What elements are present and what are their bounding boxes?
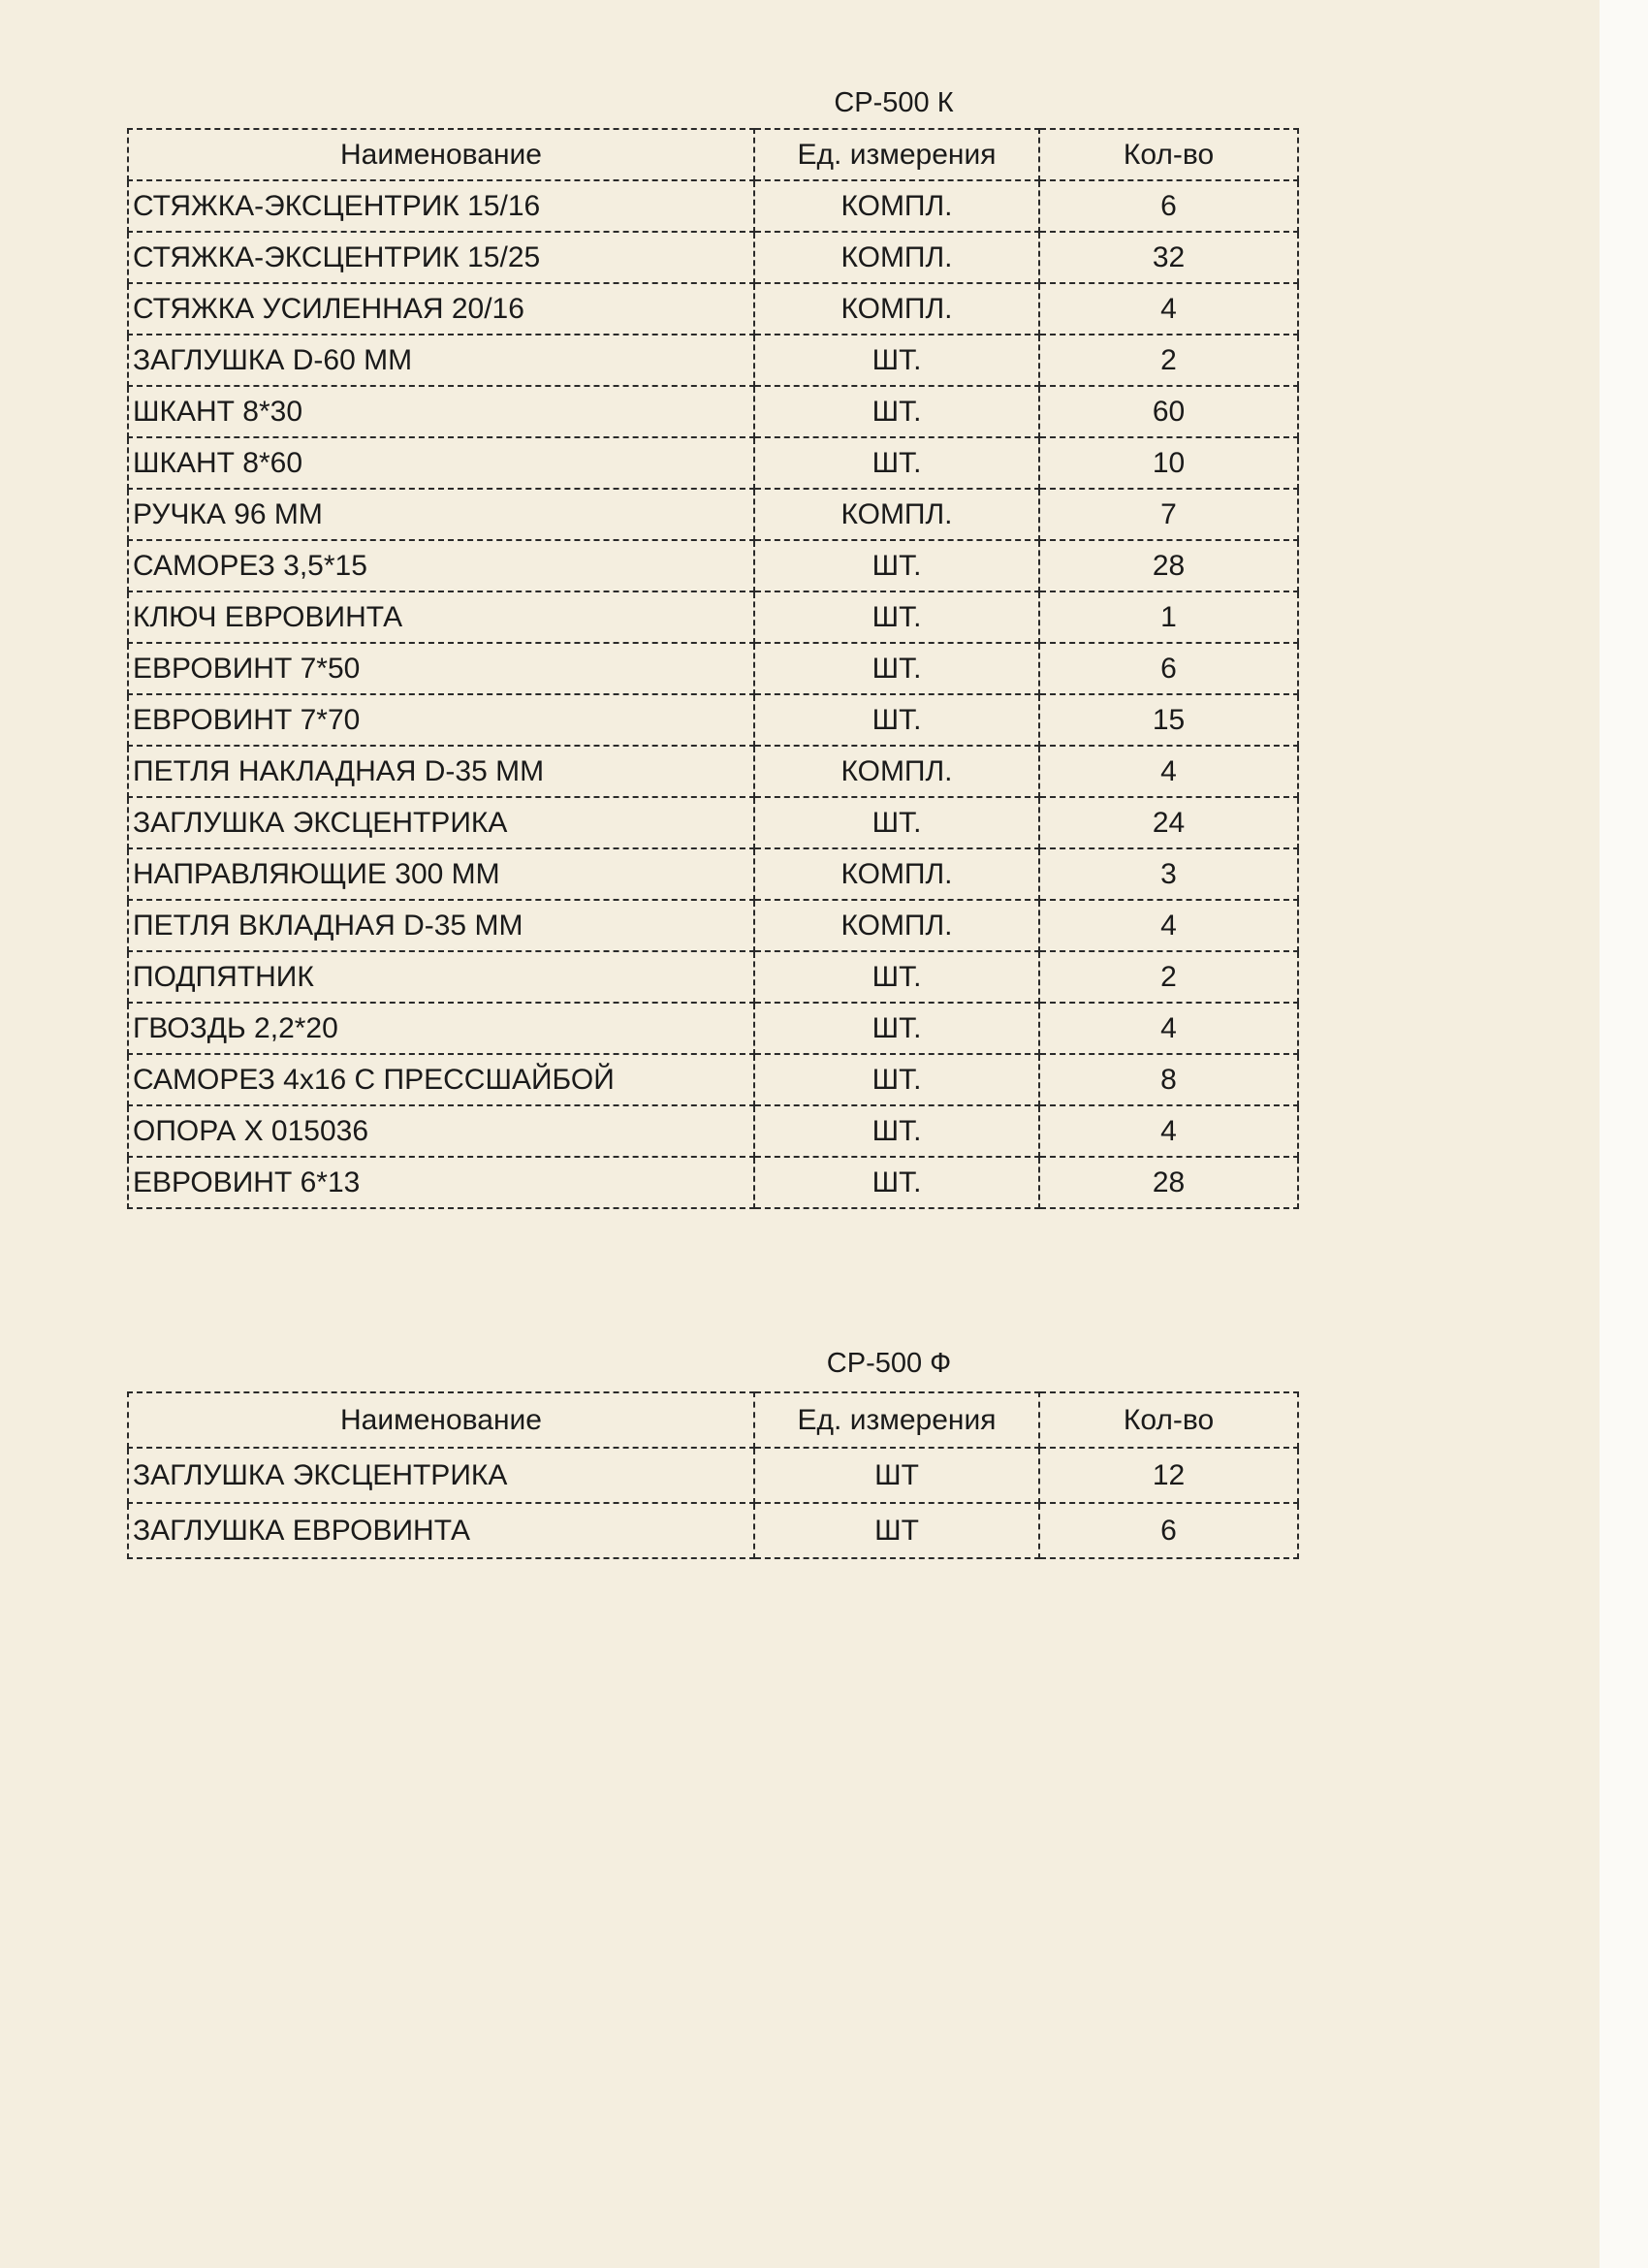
cell-qty: 8 bbox=[1039, 1054, 1298, 1105]
cell-name: ЗАГЛУШКА D-60 ММ bbox=[128, 335, 754, 386]
cell-qty: 60 bbox=[1039, 386, 1298, 437]
cell-name: ОПОРА Х 015036 bbox=[128, 1105, 754, 1157]
cell-qty: 4 bbox=[1039, 746, 1298, 797]
table-header-row bbox=[128, 129, 1298, 180]
cell-unit: ШТ. bbox=[754, 1105, 1039, 1157]
cell-unit: ШТ. bbox=[754, 591, 1039, 643]
table-row bbox=[128, 437, 1298, 489]
cell-unit: КОМПЛ. bbox=[754, 232, 1039, 283]
cell-qty: 4 bbox=[1039, 283, 1298, 335]
cell-name: НАПРАВЛЯЮЩИЕ 300 ММ bbox=[128, 848, 754, 900]
table-row bbox=[128, 283, 1298, 335]
table-row bbox=[128, 643, 1298, 694]
cell-qty: 12 bbox=[1039, 1448, 1298, 1503]
cell-name: КЛЮЧ ЕВРОВИНТА bbox=[128, 591, 754, 643]
cell-name: САМОРЕЗ 4x16 С ПРЕССШАЙБОЙ bbox=[128, 1054, 754, 1105]
cell-qty: 32 bbox=[1039, 232, 1298, 283]
cell-qty: 4 bbox=[1039, 900, 1298, 951]
cell-qty: 15 bbox=[1039, 694, 1298, 746]
header-qty: Кол-во bbox=[1039, 1392, 1298, 1448]
header-unit: Ед. измерения bbox=[754, 129, 1039, 180]
cell-unit: ШТ. bbox=[754, 1054, 1039, 1105]
cell-name: ЗАГЛУШКА ЭКСЦЕНТРИКА bbox=[128, 797, 754, 848]
cell-unit: ШТ. bbox=[754, 437, 1039, 489]
cell-qty: 6 bbox=[1039, 180, 1298, 232]
cell-unit: ШТ. bbox=[754, 643, 1039, 694]
cell-unit: КОМПЛ. bbox=[754, 489, 1039, 540]
cell-unit: ШТ bbox=[754, 1448, 1039, 1503]
cell-name: ГВОЗДЬ 2,2*20 bbox=[128, 1003, 754, 1054]
header-qty: Кол-во bbox=[1039, 129, 1298, 180]
cell-qty: 10 bbox=[1039, 437, 1298, 489]
cell-qty: 1 bbox=[1039, 591, 1298, 643]
cell-name: ЕВРОВИНТ 7*70 bbox=[128, 694, 754, 746]
cell-unit: ШТ. bbox=[754, 540, 1039, 591]
cell-name: ПЕТЛЯ ВКЛАДНАЯ D-35 ММ bbox=[128, 900, 754, 951]
cell-name: РУЧКА 96 ММ bbox=[128, 489, 754, 540]
table-row bbox=[128, 1003, 1298, 1054]
table-row bbox=[128, 746, 1298, 797]
table-row bbox=[128, 386, 1298, 437]
cell-qty: 28 bbox=[1039, 540, 1298, 591]
cell-qty: 2 bbox=[1039, 335, 1298, 386]
cell-qty: 7 bbox=[1039, 489, 1298, 540]
cell-name: ЕВРОВИНТ 7*50 bbox=[128, 643, 754, 694]
cell-name: СТЯЖКА-ЭКСЦЕНТРИК 15/16 bbox=[128, 180, 754, 232]
cell-qty: 2 bbox=[1039, 951, 1298, 1003]
scan-margin bbox=[1600, 0, 1648, 2268]
table-row bbox=[128, 900, 1298, 951]
cell-name: САМОРЕЗ 3,5*15 bbox=[128, 540, 754, 591]
cell-qty: 24 bbox=[1039, 797, 1298, 848]
table-row bbox=[128, 489, 1298, 540]
cell-name: ЗАГЛУШКА ЕВРОВИНТА bbox=[128, 1503, 754, 1558]
cell-name: ПОДПЯТНИК bbox=[128, 951, 754, 1003]
cell-name: ПЕТЛЯ НАКЛАДНАЯ D-35 ММ bbox=[128, 746, 754, 797]
table-row bbox=[128, 1448, 1298, 1503]
spec-table-cp500k bbox=[127, 128, 1299, 1209]
cell-qty: 3 bbox=[1039, 848, 1298, 900]
cell-unit: КОМПЛ. bbox=[754, 180, 1039, 232]
table-row bbox=[128, 848, 1298, 900]
cell-name: ШКАНТ 8*60 bbox=[128, 437, 754, 489]
cell-unit: КОМПЛ. bbox=[754, 746, 1039, 797]
cell-qty: 6 bbox=[1039, 1503, 1298, 1558]
cell-name: ЕВРОВИНТ 6*13 bbox=[128, 1157, 754, 1208]
table-row bbox=[128, 951, 1298, 1003]
cell-unit: ШТ. bbox=[754, 797, 1039, 848]
table-caption-cp500k: CP-500 К bbox=[834, 87, 954, 118]
cell-unit: ШТ. bbox=[754, 335, 1039, 386]
cell-name: СТЯЖКА УСИЛЕННАЯ 20/16 bbox=[128, 283, 754, 335]
cell-qty: 28 bbox=[1039, 1157, 1298, 1208]
cell-unit: ШТ bbox=[754, 1503, 1039, 1558]
table-header-row bbox=[128, 1392, 1298, 1448]
header-unit: Ед. измерения bbox=[754, 1392, 1039, 1448]
table-caption-cp500f: CP-500 Ф bbox=[826, 1348, 952, 1379]
cell-name: ЗАГЛУШКА ЭКСЦЕНТРИКА bbox=[128, 1448, 754, 1503]
cell-unit: ШТ. bbox=[754, 1003, 1039, 1054]
table-row bbox=[128, 232, 1298, 283]
cell-unit: ШТ. bbox=[754, 694, 1039, 746]
cell-unit: КОМПЛ. bbox=[754, 848, 1039, 900]
cell-name: ШКАНТ 8*30 bbox=[128, 386, 754, 437]
table-row bbox=[128, 797, 1298, 848]
cell-qty: 6 bbox=[1039, 643, 1298, 694]
table-row bbox=[128, 694, 1298, 746]
cell-qty: 4 bbox=[1039, 1003, 1298, 1054]
table-row bbox=[128, 180, 1298, 232]
cell-unit: ШТ. bbox=[754, 951, 1039, 1003]
cell-unit: КОМПЛ. bbox=[754, 900, 1039, 951]
table-row bbox=[128, 540, 1298, 591]
table-row bbox=[128, 335, 1298, 386]
cell-unit: КОМПЛ. bbox=[754, 283, 1039, 335]
spec-table-cp500f bbox=[127, 1391, 1299, 1559]
cell-unit: ШТ. bbox=[754, 1157, 1039, 1208]
table-row bbox=[128, 1157, 1298, 1208]
header-name: Наименование bbox=[128, 129, 754, 180]
table-row bbox=[128, 591, 1298, 643]
cell-unit: ШТ. bbox=[754, 386, 1039, 437]
header-name: Наименование bbox=[128, 1392, 754, 1448]
table-row bbox=[128, 1105, 1298, 1157]
cell-qty: 4 bbox=[1039, 1105, 1298, 1157]
table-row bbox=[128, 1054, 1298, 1105]
table-row bbox=[128, 1503, 1298, 1558]
cell-name: СТЯЖКА-ЭКСЦЕНТРИК 15/25 bbox=[128, 232, 754, 283]
